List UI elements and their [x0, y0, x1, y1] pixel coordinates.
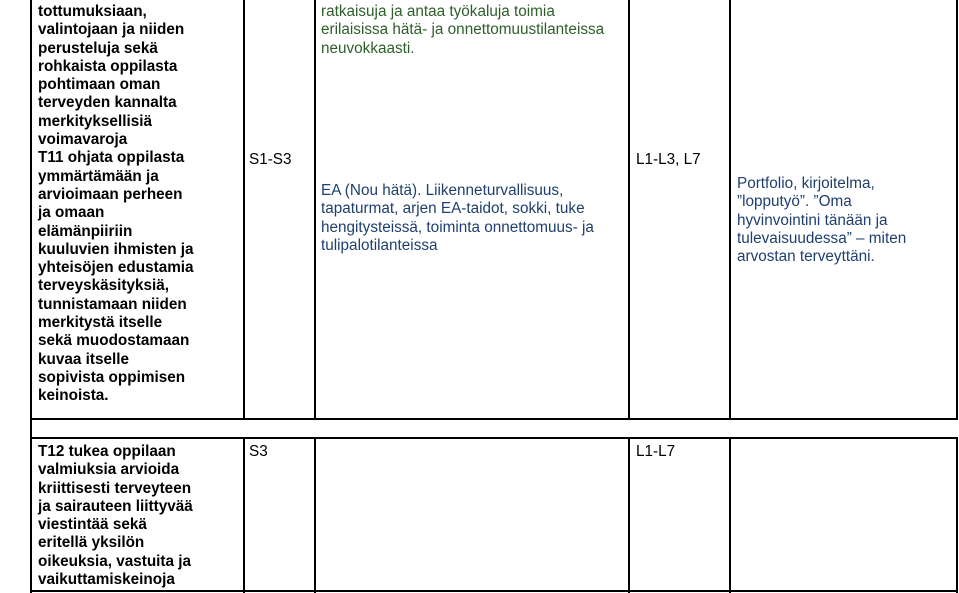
row2-competences-cell: [636, 443, 675, 461]
content-area-label: S1-S3: [249, 151, 292, 168]
text-line: kriittisesti terveyteen: [38, 479, 192, 497]
text-line: arvostan terveyttäni.: [737, 248, 875, 266]
text-line: tapaturmat, arjen EA-taidot, sokki, tuke: [321, 200, 585, 218]
content-area-label: S3: [249, 443, 268, 460]
text-line: ymmärtämään ja: [38, 167, 159, 185]
row1-competences-cell: [636, 151, 701, 169]
text-line: neuvokkaasti.: [321, 39, 415, 57]
row1-content-area-cell: [249, 151, 292, 169]
row1-content-top: [321, 3, 626, 58]
text-line: sekä muodostamaan: [38, 332, 190, 350]
column-divider-1: [243, 0, 245, 420]
text-line: voimavaroja: [38, 131, 128, 149]
objective-continuation: [38, 3, 243, 149]
text-line: T11 ohjata oppilasta: [38, 149, 185, 167]
objective-t11: [38, 149, 243, 405]
text-line: oikeuksia, vastuita ja: [38, 552, 192, 570]
text-line: ja sairauteen liittyvää: [38, 497, 193, 515]
table-border-right: [956, 0, 958, 420]
text-line: terveyskäsityksiä,: [38, 277, 169, 295]
competences-label: L1-L3, L7: [636, 151, 701, 168]
row2-column-divider-4: [729, 437, 731, 593]
text-line: perusteluja sekä: [38, 39, 158, 57]
text-line: sopivista oppimisen: [38, 368, 186, 386]
text-line: merkityksellisiä: [38, 112, 152, 130]
text-line: kuvaa itselle: [38, 350, 129, 368]
row2-content-area-cell: [249, 443, 268, 461]
text-line: terveyden kannalta: [38, 94, 177, 112]
text-line: tottumuksiaan,: [38, 3, 147, 20]
text-line: kuuluvien ihmisten ja: [38, 240, 194, 258]
column-divider-4: [729, 0, 731, 420]
column-divider-2: [314, 0, 316, 420]
text-line: EA (Nou hätä). Liikenneturvallisuus,: [321, 182, 564, 199]
text-line: keinoista.: [38, 387, 109, 405]
row2-objective-cell: [38, 443, 274, 589]
text-line: elämänpiiriin: [38, 222, 133, 240]
text-line: eritellä yksilön: [38, 534, 145, 552]
row1-assessment-cell: [737, 175, 955, 266]
row2-column-divider-2: [314, 437, 316, 593]
text-line: ratkaisuja ja antaa työkaluja toimia: [321, 3, 555, 20]
text-line: vaikuttamiskeinoja: [38, 571, 175, 589]
text-line: T12 tukea oppilaan: [38, 443, 176, 460]
row1-bottom-border: [30, 418, 958, 420]
column-divider-3: [628, 0, 630, 420]
text-line: tulipalotilanteissa: [321, 236, 438, 254]
row2-column-divider-3: [628, 437, 630, 593]
competences-label: L1-L7: [636, 443, 676, 460]
text-line: viestintää sekä: [38, 516, 147, 534]
text-line: tulevaisuudessa” – miten: [737, 229, 907, 247]
text-line: tunnistamaan niiden: [38, 295, 187, 313]
text-line: arvioimaan perheen: [38, 185, 183, 203]
text-line: ”lopputyö”. ”Oma: [737, 193, 852, 211]
text-line: valintojaan ja niiden: [38, 21, 185, 39]
table-border-left: [30, 0, 32, 593]
text-line: Portfolio, kirjoitelma,: [737, 175, 875, 192]
text-line: rohkaista oppilasta: [38, 57, 178, 75]
row2-border-right: [956, 437, 958, 593]
text-line: hengitysteissä, toiminta onnettomuus- ja: [321, 218, 594, 236]
text-line: valmiuksia arvioida: [38, 461, 180, 479]
row2-bottom-border: [30, 590, 958, 592]
row2-top-border: [30, 437, 958, 439]
text-line: pohtimaan oman: [38, 76, 161, 94]
text-line: merkitystä itselle: [38, 314, 163, 332]
text-line: ja omaan: [38, 204, 105, 222]
text-line: yhteisöjen edustamia: [38, 259, 194, 277]
text-line: erilaisissa hätä- ja onnettomuustilanteissa: [321, 21, 605, 39]
text-line: hyvinvointini tänään ja: [737, 211, 888, 229]
row1-content-main: [321, 182, 626, 255]
row1-objective-cell: [38, 3, 243, 406]
